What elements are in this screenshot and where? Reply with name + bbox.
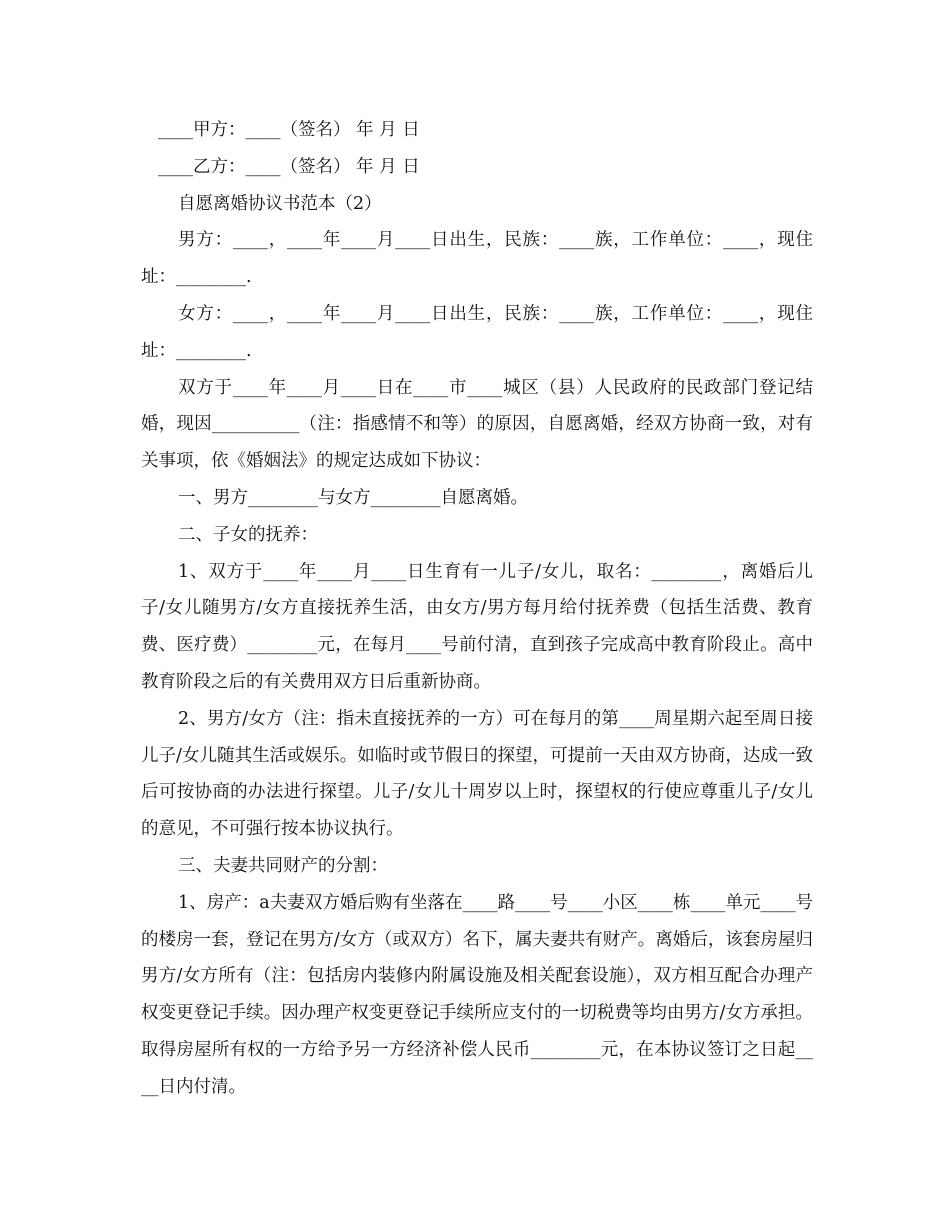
signature-line-party-a: ____甲方：____（签名） 年 月 日 [158, 120, 420, 140]
document-body [141, 112, 813, 1106]
signature-line-party-b: ____乙方：____（签名） 年 月 日 [158, 156, 420, 177]
visitation-paragraph: 2、男方/女方（注：指未直接抚养的一方）可在每月的第____周星期六起至周日接儿子/女儿随其生活或娱乐。如临时或节假日的探望，可提前一天由双方协商，达成一致后可按协商的办法进行探望。儿子/女儿十周岁以上时，探望权的行使应尊重儿子/女儿的意见，不可强行按本协议执行。 [141, 708, 813, 840]
woman-info-paragraph: 女方：____，____年____月____日出生，民族：____族，工作单位：____，现住址：________. [141, 303, 813, 361]
section-title: 自愿离婚协议书范本（2） [178, 193, 382, 214]
child-support-paragraph: 1、双方于____年____月____日生育有一儿子/女儿，取名：________，离婚后儿子/女儿随男方/女方直接抚养生活，由女方/男方每月给付抚养费（包括生活费、教育费、医疗费）________元，在每月____号前付清，直到孩子完成高中教育阶段止。高中教育阶段之后的有关费用双方日后重新协商。 [141, 561, 813, 692]
marriage-registration-paragraph: 双方于____年____月____日在____市____城区（县）人民政府的民政部门登记结婚，现因__________（注：指感情不和等）的原因，自愿离婚，经双方协商一致，对有关事项，依《婚姻法》的规定达成如下协议： [141, 377, 813, 472]
property-paragraph: 1、房产：a夫妻双方婚后购有坐落在____路____号____小区____栋____单元____号的楼房一套，登记在男方/女方（或双方）名下，属夫妻共有财产。离婚后，该套房屋归男方/女方所有（注：包括房内装修内附属设施及相关配套设施），双方相互配合办理产权变更登记手续。因办理产权变更登记手续所应支付的一切税费等均由男方/女方承担。取得房屋所有权的一方给予另一方经济补偿人民币________元，在本协议签订之日起____日内付清。 [141, 892, 813, 1097]
clause-one: 一、男方________与女方________自愿离婚。 [178, 487, 528, 508]
man-info-paragraph: 男方：____，____年____月____日出生，民族：____族，工作单位：____，现住址：________. [141, 230, 813, 288]
clause-two-heading: 二、子女的抚养： [178, 524, 318, 545]
clause-three-heading: 三、夫妻共同财产的分割： [178, 855, 388, 876]
